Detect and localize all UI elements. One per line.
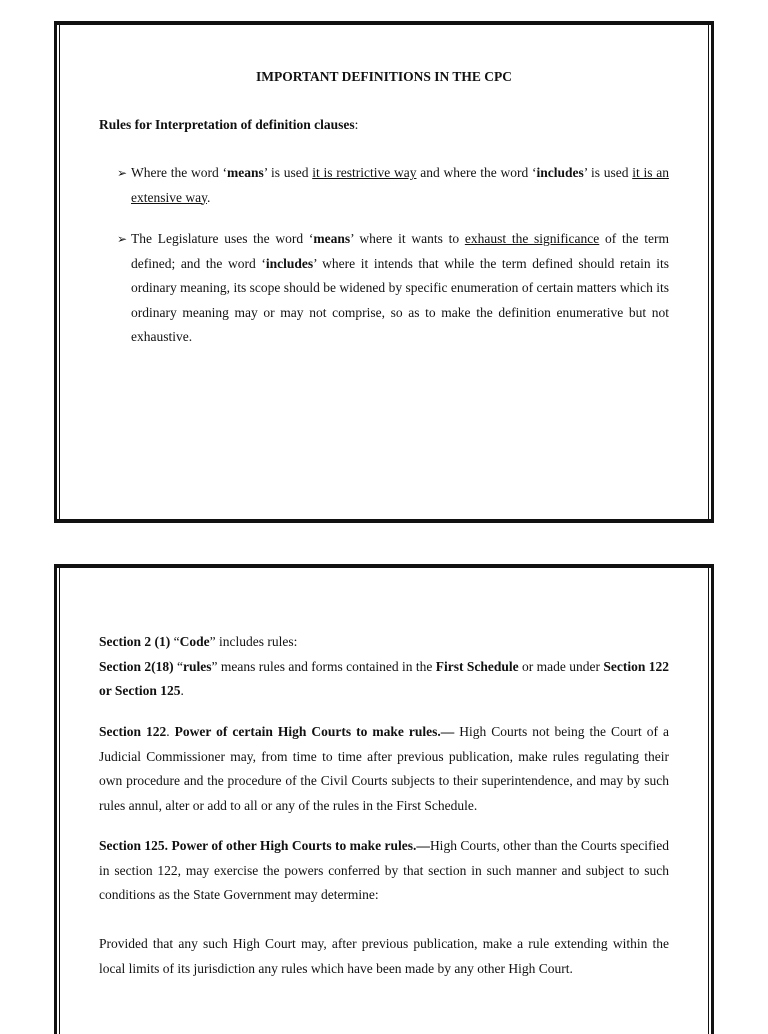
section-ref: Section 2(18): [99, 658, 174, 674]
subheading-text: Rules for Interpretation of definition clauses: [99, 117, 355, 132]
bold-term-means: means: [313, 231, 351, 246]
section-heading: Section 125. Power of other High Courts to make rules.—: [99, 838, 430, 853]
section-125-block: [99, 834, 669, 908]
list-item: [117, 161, 669, 210]
text-run: High Courts, other than the Courts specified in section 122, may exercise the powers conferred by that section in such manner and subject to such conditions as the State Government may determine:: [99, 838, 669, 902]
underlined-phrase: it is restrictive way: [312, 165, 417, 180]
section-2-definitions: [99, 630, 669, 704]
subheading: [99, 117, 358, 133]
section-ref: Section 122: [99, 724, 167, 739]
text-run: The Legislature uses the word ‘: [131, 231, 314, 246]
document-page-1: [54, 21, 714, 523]
text-run: “: [173, 658, 183, 674]
text-run: ’ is used: [263, 165, 313, 180]
arrow-bullet-icon: ➢: [117, 232, 128, 246]
section-122-block: [99, 720, 669, 818]
text-run: of the term defined; and the word ‘: [131, 231, 669, 271]
bold-term-rules: rules: [183, 658, 212, 674]
text-run: .: [180, 683, 184, 698]
subheading-colon: :: [354, 117, 359, 132]
bold-term-includes: includes: [265, 255, 314, 271]
text-run: High Courts not being the Court of a Judicial Commissioner may, from time to time after previous publication, make rules regulating their own procedure and the procedure of the Civil Courts subjects to their superintendence, and may by such rules annul, alter or add to all or any of the rules in the First Schedule.: [99, 724, 670, 813]
text-run: .: [166, 724, 175, 739]
list-item: [117, 227, 669, 350]
section-125-paragraph: [99, 834, 669, 908]
arrow-bullet-icon: ➢: [117, 166, 128, 180]
page-title: IMPORTANT DEFINITIONS IN THE CPC: [255, 69, 513, 84]
text-run: “: [170, 634, 180, 649]
section-ref: Section 2 (1): [99, 634, 171, 649]
section-ref: Section 122 or Section 125: [99, 658, 670, 698]
document-page-2: [54, 564, 714, 1034]
text-run: ’ where it intends that while the term defined should retain its ordinary meaning, its scope should be widened by specific enumeration of certain matters which its ordinary meaning may or may not comprise, so as to make the definition enumerative but not exhaustive.: [131, 255, 669, 344]
underlined-phrase: exhaust the significance: [464, 231, 600, 246]
bold-term-first-schedule: First Schedule: [435, 658, 519, 674]
section-heading: Power of certain High Courts to make rules.—: [174, 724, 455, 739]
text-run: Where the word ‘: [131, 165, 227, 180]
text-run: or made under: [518, 658, 604, 674]
text-run: .: [206, 189, 211, 205]
text-run: and where the word ‘: [416, 165, 537, 180]
text-run: ” means rules and forms contained in the: [211, 658, 436, 674]
text-run: ’ where it wants to: [350, 231, 465, 246]
proviso-paragraph: Provided that any such High Court may, after previous publication, make a rule extending within the local limits of its jurisdiction any rules which have been made by any other High Court.: [99, 936, 669, 976]
bold-term-includes: includes: [536, 165, 584, 180]
section-2-1-paragraph: [99, 630, 669, 655]
section-122-paragraph: [99, 720, 669, 818]
underlined-phrase: it is an extensive way: [131, 165, 669, 205]
proviso-block: [99, 932, 669, 981]
text-run: ” includes rules:: [209, 634, 298, 649]
bold-term-means: means: [226, 165, 264, 180]
definition-rules-list: [117, 161, 669, 367]
text-run: ’ is used: [583, 165, 633, 180]
bold-term-code: Code: [179, 634, 210, 649]
section-2-18-paragraph: [99, 655, 669, 704]
